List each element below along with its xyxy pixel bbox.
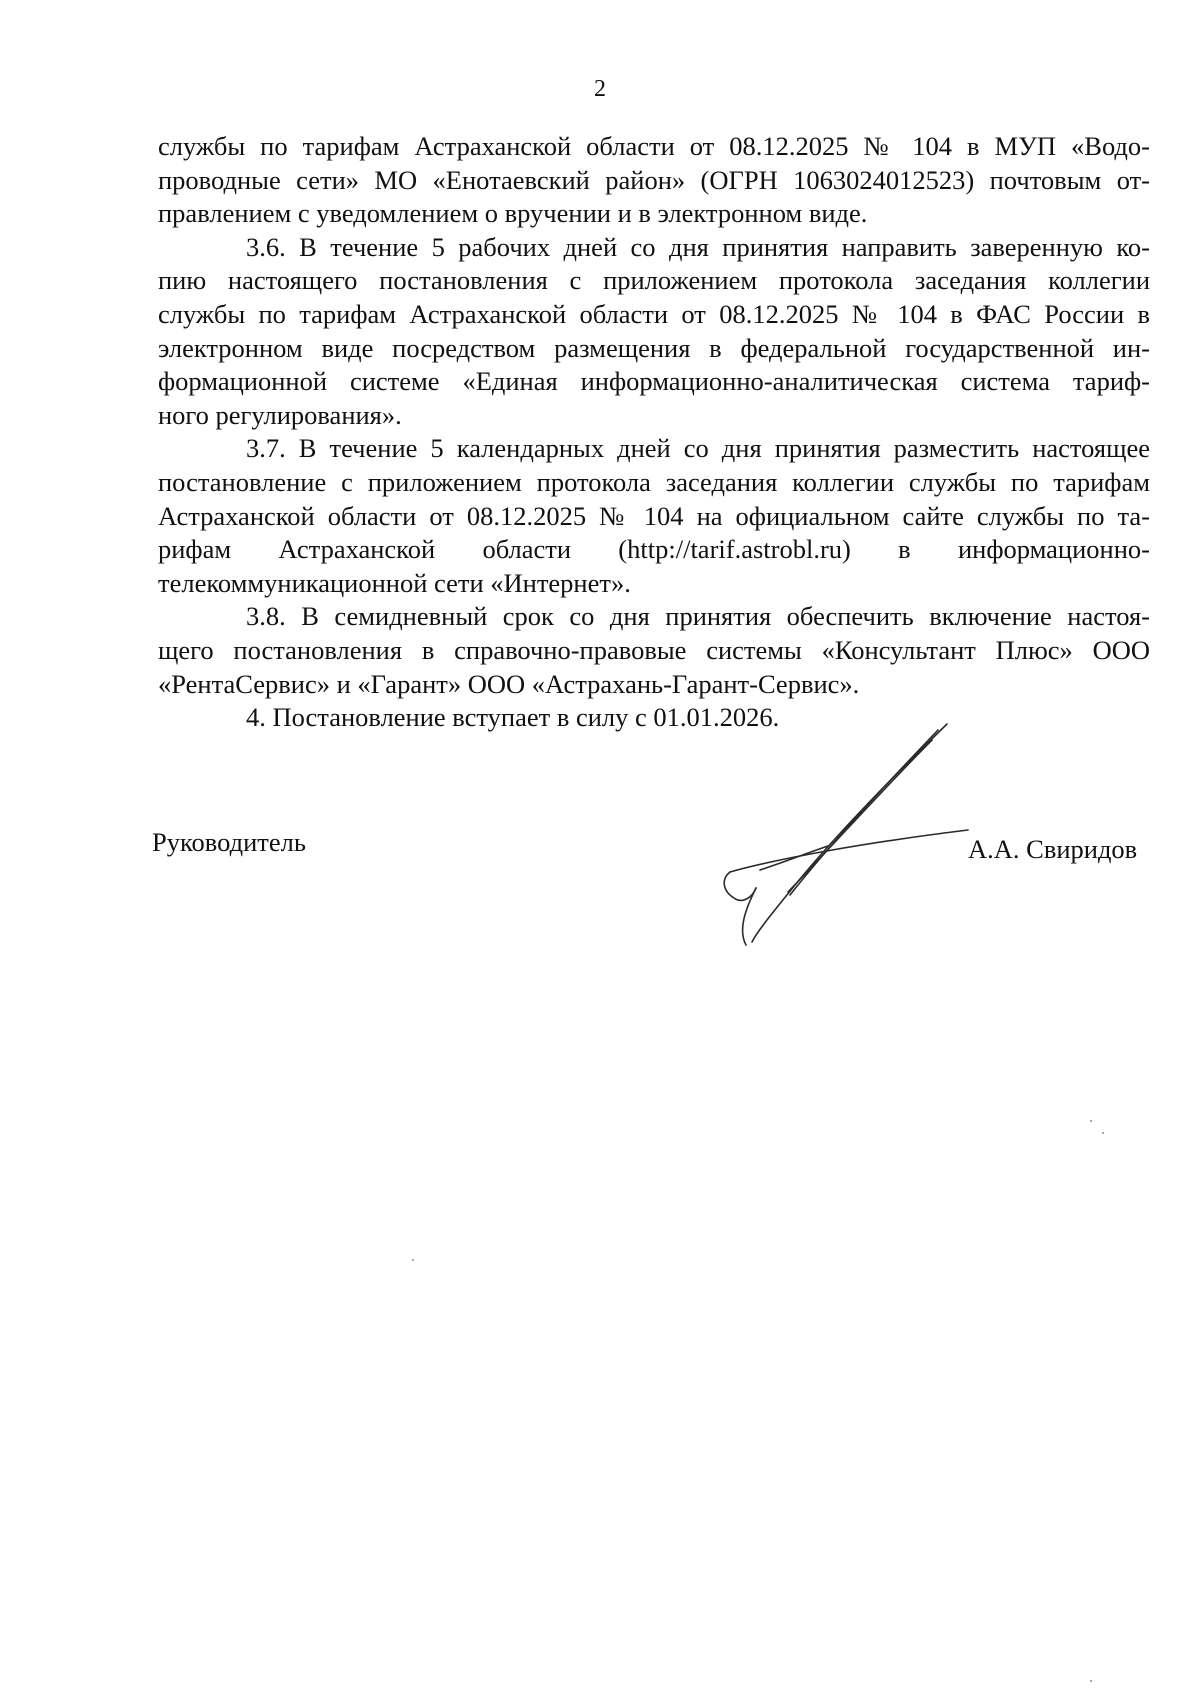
text-line: Астраханской области от 08.12.2025 № 104 на официальном сайте службы по та- — [158, 500, 1150, 531]
paragraph-3-7-start: 3.7. В течение 5 календарных дней со дня принятия разместить настоящее — [246, 433, 1150, 464]
handwritten-signature-icon — [700, 720, 1000, 960]
text-line: службы по тарифам Астраханской области от 08.12.2025 № 104 в МУП «Водо- — [158, 131, 1150, 161]
text-line: щего постановления в справочно-правовые системы «Консультант Плюс» ООО — [158, 634, 1150, 665]
text-line: правлением с уведомлением о вручении и в электронном виде. — [158, 198, 868, 229]
scan-speck — [1090, 1680, 1092, 1682]
scan-speck — [1102, 1132, 1104, 1134]
page-number: 2 — [594, 76, 606, 102]
text-line: формационной системе «Единая информационно-аналитическая система тариф- — [158, 366, 1150, 397]
signatory-name: А.А. Свиридов — [968, 834, 1138, 864]
scan-speck — [1090, 1120, 1092, 1122]
text-line: электронном виде посредством размещения в федеральной государственной ин- — [158, 332, 1150, 363]
body-text — [158, 130, 1150, 735]
scan-speck — [412, 1259, 414, 1261]
paragraph-3-6-start: 3.6. В течение 5 рабочих дней со дня принятия направить заверенную ко- — [246, 231, 1150, 262]
text-line: телекоммуникационной сети «Интернет». — [158, 567, 631, 598]
paragraph-4: 4. Постановление вступает в силу с 01.01.2026. — [246, 702, 780, 733]
text-line: рифам Астраханской области (http://tarif.astrobl.ru) в информационно- — [158, 534, 1150, 565]
signature-role: Руководитель — [152, 827, 306, 857]
text-line: ного регулирования». — [158, 399, 402, 430]
text-line: пию настоящего постановления с приложением протокола заседания коллегии — [158, 265, 1150, 296]
text-line: проводные сети» МО «Енотаевский район» (ОГРН 1063024012523) почтовым от- — [158, 164, 1150, 195]
text-line: «РентаСервис» и «Гарант» ООО «Астрахань-Гарант-Сервис». — [158, 668, 860, 699]
text-line: постановление с приложением протокола заседания коллегии службы по тарифам — [158, 466, 1150, 497]
paragraph-3-8-start: 3.8. В семидневный срок со дня принятия обеспечить включение настоя- — [246, 601, 1150, 632]
text-line: службы по тарифам Астраханской области от 08.12.2025 № 104 в ФАС России в — [158, 298, 1150, 329]
